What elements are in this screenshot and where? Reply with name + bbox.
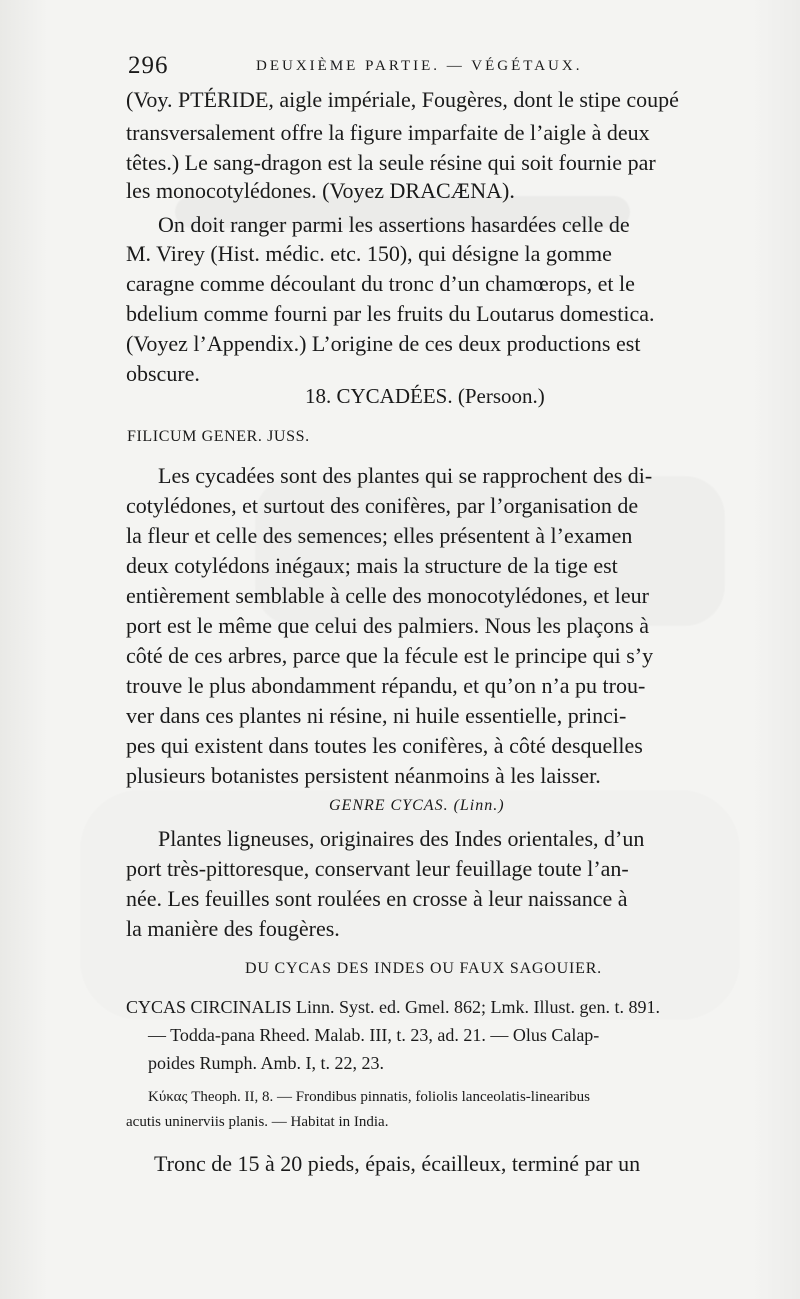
citation-line: CYCAS CIRCINALIS Linn. Syst. ed. Gmel. 862; Lmk. Illust. gen. t. 891. (126, 997, 661, 1017)
text-line: plusieurs botanistes persistent néanmoins à les laisser. (126, 763, 601, 788)
text-line: (Voy. PTÉRIDE, aigle impériale, Fougères, dont le stipe coupé (126, 87, 679, 112)
citation-line: poides Rumph. Amb. I, t. 22, 23. (148, 1053, 385, 1073)
page-number: 296 (128, 52, 169, 79)
text-line: ver dans ces plantes ni résine, ni huile essentielle, princi- (126, 703, 627, 728)
text-line: née. Les feuilles sont roulées en crosse à leur naissance à (126, 886, 628, 911)
text-line: la fleur et celle des semences; elles présentent à l’examen (126, 523, 633, 548)
description-line: Κύκας Theoph. II, 8. — Frondibus pinnatis, foliolis lanceolatis-linearibus (148, 1089, 590, 1105)
text-line: entièrement semblable à celle des monocotylédones, et leur (126, 583, 649, 608)
text-line: Tronc de 15 à 20 pieds, épais, écailleux, terminé par un (154, 1151, 641, 1176)
text-line: M. Virey (Hist. médic. etc. 150), qui désigne la gomme (126, 241, 612, 266)
genre-heading: GENRE CYCAS. (Linn.) (329, 797, 505, 814)
text-line: deux cotylédons inégaux; mais la structure de la tige est (126, 553, 618, 578)
text-line: trouve le plus abondamment répandu, et qu’on n’a pu trou- (126, 673, 646, 698)
text-line: pes qui existent dans toutes les conifères, à côté desquelles (126, 733, 643, 758)
text-line: Plantes ligneuses, originaires des Indes orientales, d’un (158, 826, 645, 851)
text-line: transversalement offre la figure imparfaite de l’aigle à deux (126, 120, 650, 145)
running-title: DEUXIÈME PARTIE. — VÉGÉTAUX. (256, 58, 583, 74)
text-line: têtes.) Le sang-dragon est la seule résine qui soit fournie par (126, 150, 656, 175)
text-line: obscure. (126, 361, 200, 386)
citation-line: — Todda-pana Rheed. Malab. III, t. 23, ad. 21. — Olus Calap- (148, 1025, 600, 1045)
text-line: côté de ces arbres, parce que la fécule est le principe qui s’y (126, 643, 654, 668)
description-line: acutis uninerviis planis. — Habitat in India. (126, 1114, 389, 1130)
text-line: caragne comme découlant du tronc d’un chamœrops, et le (126, 271, 635, 296)
text-line: les monocotylédones. (Voyez DRACÆNA). (126, 178, 515, 203)
section-heading: 18. CYCADÉES. (Persoon.) (305, 384, 545, 408)
text-line: On doit ranger parmi les assertions hasardées celle de (158, 212, 630, 237)
text-line: cotylédones, et surtout des conifères, par l’organisation de (126, 493, 639, 518)
section-source: FILICUM GENER. JUSS. (127, 428, 310, 445)
text-line: port est le même que celui des palmiers. Nous les plaçons à (126, 613, 649, 638)
text-line: bdelium comme fourni par les fruits du Loutarus domestica. (126, 301, 655, 326)
running-header (128, 52, 768, 80)
species-heading: DU CYCAS DES INDES OU FAUX SAGOUIER. (245, 960, 602, 977)
text-line: Les cycadées sont des plantes qui se rapprochent des di- (158, 463, 653, 488)
text-line: (Voyez l’Appendix.) L’origine de ces deux productions est (126, 331, 641, 356)
text-line: la manière des fougères. (126, 916, 340, 941)
text-line: port très-pittoresque, conservant leur feuillage toute l’an- (126, 856, 629, 881)
